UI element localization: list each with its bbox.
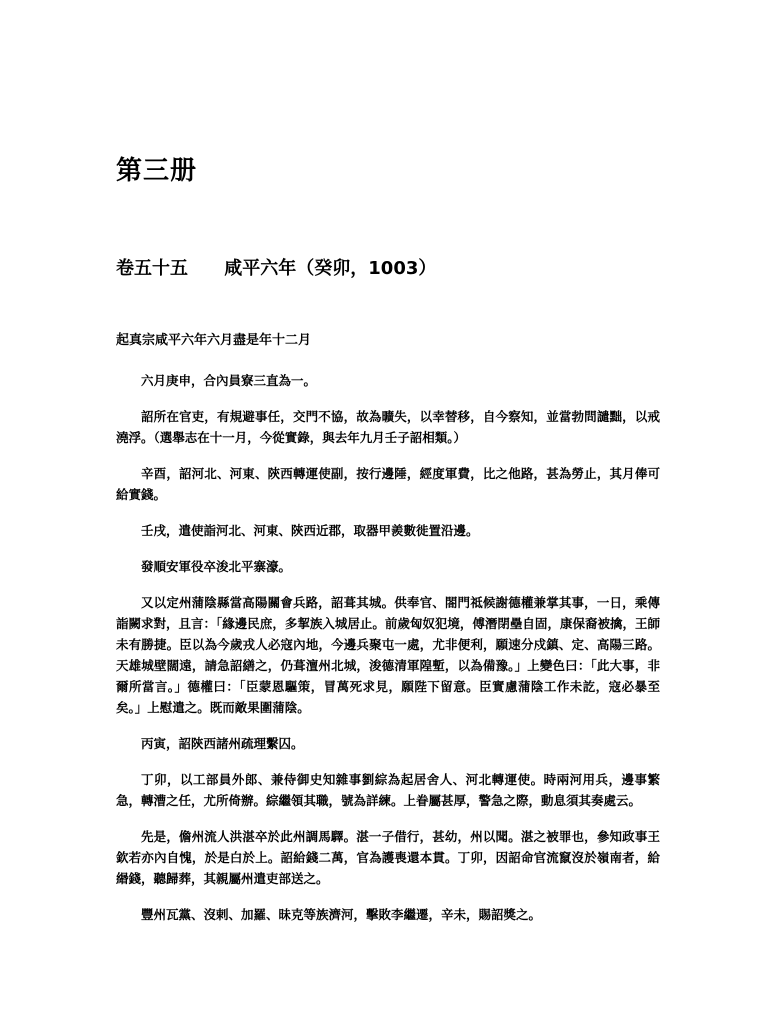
paragraph: 壬戌，遣使詣河北、河東、陝西近郡，取器甲羨數徙置沿邊。	[141, 523, 479, 538]
paragraph: 丁卯，以工部員外郎、兼侍御史知雜事劉綜為起居舍人、河北轉運使。時兩河用兵，邊事繁急，轉漕之任，尤所倚辦。綜繼領其職，號為詳練。上眷屬甚厚，警急之際，動息須其奏處云。	[116, 772, 660, 808]
paragraph: 六月庚申，合內員寮三直為一。	[141, 373, 317, 388]
volume-title: 第三册	[116, 156, 198, 186]
chapter-heading	[116, 254, 436, 280]
paragraph: 發順安軍役卒浚北平寨濠。	[141, 559, 292, 574]
chapter-number: 卷五十五	[116, 258, 188, 279]
paragraph: 豐州瓦黨、沒剌、加羅、昧克等族濟河，擊敗李繼遷，辛未，賜詔獎之。	[141, 907, 542, 922]
body-text	[116, 370, 660, 940]
chapter-reign: 咸平六年（癸卯，1003）	[224, 258, 437, 279]
paragraph: 辛酉，詔河北、河東、陝西轉運使副，按行邊陲，經度軍費，比之他路，甚為勞止，其月俸可給實錢。	[116, 466, 660, 502]
paragraph: 先是，儋州流人洪湛卒於此州調馬驛。湛一子借行，甚幼，州以聞。湛之被罪也，參知政事王欽若亦內自愧，於是白於上。詔給錢二萬，官為護喪還本貫。丁卯，因詔命官流竄沒於嶺南者，給緡錢，聽歸葬，其親屬州遣吏部送之。	[116, 829, 660, 886]
range-note: 起真宗咸平六年六月盡是年十二月	[116, 333, 312, 348]
paragraph: 丙寅，詔陝西諸州疏理繫囚。	[141, 736, 304, 751]
paragraph: 又以定州蒲陰縣當高陽關會兵路，詔葺其城。供奉官、閤門祗候謝德權兼掌其事，一日，乘傳詣闕求對，且言：「緣邊民庶，多挈族入城居止。前歲匈奴犯境，傅潛閉壘自固，康保裔被擒，王師未有勝捷。臣以為今歲戎人必寇內地，今邊兵聚屯一處，尤非便利，願速分戍鎮、定、高陽三路。天雄城壁闊遠，請急詔繕之，仍葺澶州北城，浚德清軍隍塹，以為備豫。」上變色曰：「此大事，非爾所當言。」德權曰：「臣蒙恩驅策，冒萬死求見，願陛下留意。臣實慮蒲陰工作未訖，寇必暴至矣。」上慰遣之。既而敵果圍蒲陰。	[116, 595, 660, 715]
paragraph: 詔所在官吏，有規避事任，交門不協，故為曠失，以幸替移，自今察知，並當勃問譴黜，以戒澆浮。（選舉志在十一月，今從實錄，與去年九月壬子詔相類。）	[116, 409, 660, 445]
